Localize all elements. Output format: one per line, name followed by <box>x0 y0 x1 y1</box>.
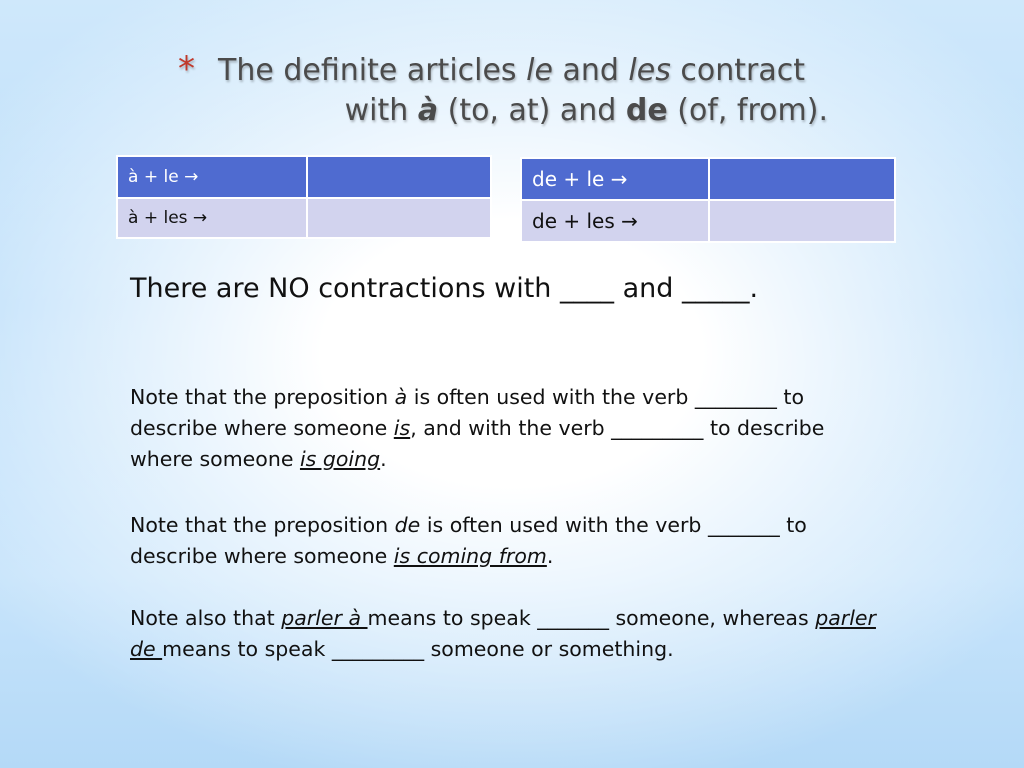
table-cell-prompt: à + les → <box>117 198 307 238</box>
table-cell-answer[interactable] <box>709 158 895 200</box>
arrow-right-icon: → <box>610 167 628 191</box>
arrow-right-icon: → <box>192 208 208 228</box>
title-text: with <box>344 93 418 128</box>
note-paragraph-parler: Note also that parler à means to speak _______ someone, whereas parler de means to speak _________ someone or something. <box>130 606 876 661</box>
title-text: The definite articles <box>218 53 527 88</box>
table-cell-prompt: de + le → <box>521 158 709 200</box>
title-les: les <box>628 53 671 88</box>
contraction-table-b <box>520 157 896 243</box>
emphasis-parler-a: parler à <box>281 606 368 630</box>
title-le: le <box>526 53 553 88</box>
table-row <box>521 158 895 200</box>
no-contractions-statement: There are NO contractions with ____ and _____. <box>130 273 759 304</box>
title-line-2 <box>345 92 828 130</box>
table-cell-answer[interactable] <box>307 156 491 198</box>
title-text: (of, from). <box>667 93 828 128</box>
title-de: de <box>625 93 668 128</box>
table-cell-answer[interactable] <box>307 198 491 238</box>
title-text: and <box>552 53 629 88</box>
table-cell-answer[interactable] <box>709 200 895 242</box>
title-line-1 <box>218 52 805 90</box>
preposition-a: à <box>394 385 408 409</box>
title-a-accent: à <box>417 93 439 128</box>
table-cell-prompt: à + le → <box>117 156 307 198</box>
arrow-right-icon: → <box>184 167 199 187</box>
table-row <box>117 198 491 238</box>
note-paragraph-a: Note that the preposition à is often used with the verb ________ to describe where someone is, and with the verb _________ to describe where someone is going. <box>130 385 825 471</box>
table-cell-prompt: de + les → <box>521 200 709 242</box>
title-text: (to, at) and <box>438 93 626 128</box>
title-text: contract <box>670 53 805 88</box>
emphasis-is-going: is going <box>299 447 381 471</box>
emphasis-is: is <box>393 416 411 440</box>
emphasis-parler-de: parler de <box>130 606 876 661</box>
table-row <box>521 200 895 242</box>
contraction-table-a <box>116 155 492 239</box>
emphasis-is-coming-from: is coming from <box>393 544 547 568</box>
arrow-right-icon: → <box>621 209 638 233</box>
preposition-de: de <box>394 513 421 537</box>
bullet-star: * <box>178 49 195 89</box>
table-row <box>117 156 491 198</box>
note-paragraph-de: Note that the preposition de is often used with the verb _______ to describe where someone is coming from. <box>130 513 807 568</box>
